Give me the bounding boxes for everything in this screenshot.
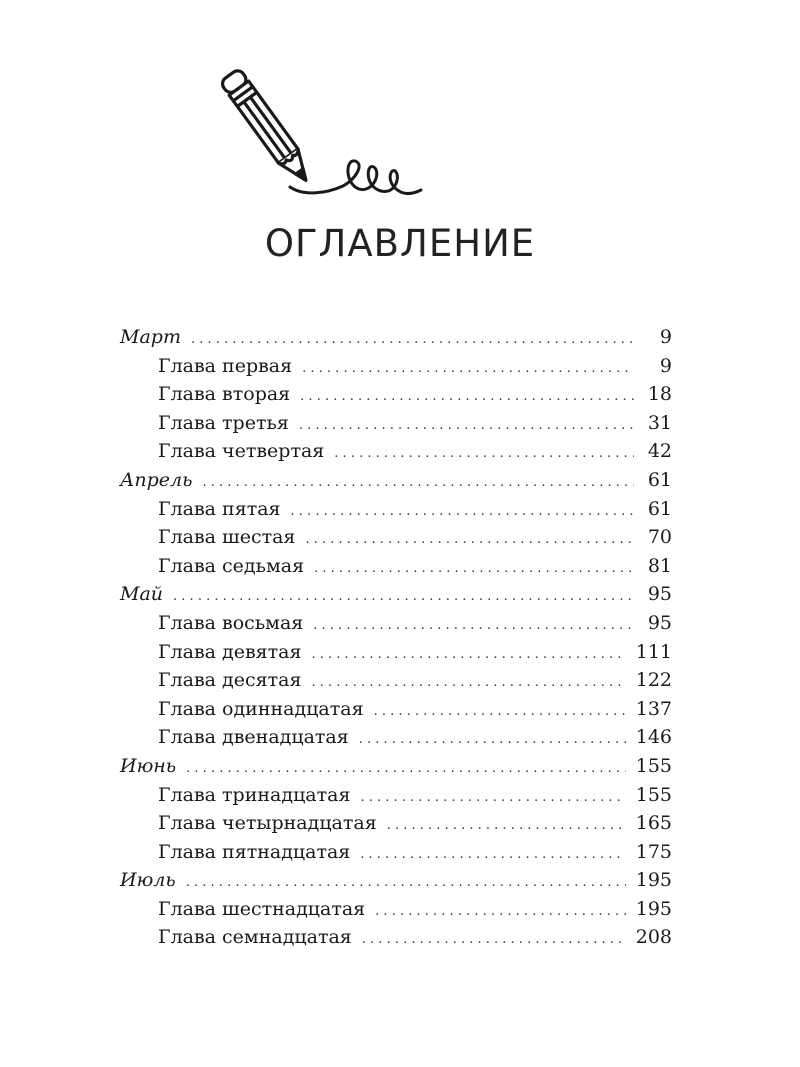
toc-entry-title: Глава третья [158,411,289,434]
toc-section-entry[interactable] [120,752,672,781]
toc-entry-title: Март [120,326,181,348]
toc-entry-title: Глава вторая [158,383,291,406]
toc-section-entry[interactable] [120,866,672,895]
toc-dot-leader [173,583,634,612]
toc-dot-leader [186,755,626,784]
pencil-icon [195,60,445,220]
toc-dot-leader [299,412,634,441]
toc-entry-title: Глава восьмая [158,611,304,634]
toc-entry-title: Глава пятнадцатая [158,840,351,863]
toc-entry-title: Июнь [120,754,177,777]
toc-dot-leader [312,641,626,670]
toc-chapter-entry[interactable] [120,723,672,752]
toc-entry-page-number: 155 [635,754,672,777]
toc-chapter-entry[interactable] [120,552,672,581]
toc-dot-leader [311,669,625,698]
toc-entry-page-number: 61 [647,468,672,491]
toc-dot-leader [360,784,625,813]
toc-chapter-entry[interactable] [120,523,672,552]
toc-section-entry[interactable] [120,580,672,609]
toc-dot-leader [314,555,634,584]
toc-entry-page-number: 9 [659,326,672,348]
toc-entry-title: Глава двенадцатая [158,726,349,749]
toc-entry-title: Май [120,583,164,606]
toc-entry-page-number: 31 [647,411,672,434]
toc-chapter-entry[interactable] [120,437,672,466]
toc-entry-title: Глава тринадцатая [158,783,351,806]
toc-dot-leader [300,383,634,412]
toc-dot-leader [360,841,625,870]
toc-section-entry[interactable] [120,466,672,495]
toc-dot-leader [186,869,626,898]
toc-entry-title: Глава семнадцатая [158,926,352,949]
toc-entry-page-number: 175 [635,840,672,863]
page-title: ОГЛАВЛЕНИЕ [264,222,536,265]
toc-entry-title: Глава шестая [158,526,296,549]
toc-dot-leader [305,526,634,555]
toc-dot-leader [313,612,634,641]
toc-entry-page-number: 165 [635,812,672,835]
toc-entry-page-number: 111 [635,640,672,663]
toc-entry-page-number: 18 [647,383,672,406]
toc-entry-title: Глава пятая [158,497,281,520]
toc-chapter-entry[interactable] [120,352,672,381]
toc-chapter-entry[interactable] [120,695,672,724]
toc-entry-page-number: 155 [635,783,672,806]
toc-entry-title: Глава одиннадцатая [158,697,364,720]
toc-entry-title: Глава седьмая [158,554,305,577]
toc-entry-page-number: 9 [659,354,672,377]
toc-dot-leader [387,812,626,841]
toc-entry-title: Глава девятая [158,640,302,663]
toc-entry-page-number: 61 [647,497,672,520]
table-of-contents [120,323,672,952]
toc-entry-page-number: 195 [635,897,672,920]
toc-chapter-entry[interactable] [120,495,672,524]
toc-entry-page-number: 122 [635,669,672,692]
toc-entry-title: Апрель [120,468,193,491]
toc-chapter-entry[interactable] [120,666,672,695]
toc-entry-title: Глава первая [158,354,293,377]
toc-dot-leader [202,469,634,498]
toc-entry-page-number: 195 [635,869,672,892]
toc-chapter-entry[interactable] [120,923,672,952]
toc-dot-leader [375,898,626,927]
toc-chapter-entry[interactable] [120,809,672,838]
toc-entry-title: Глава четырнадцатая [158,812,377,835]
toc-chapter-entry[interactable] [120,380,672,409]
toc-section-entry[interactable] [120,323,672,352]
toc-entry-page-number: 208 [635,926,672,949]
toc-chapter-entry[interactable] [120,409,672,438]
toc-entry-title: Глава четвертая [158,440,325,463]
toc-entry-page-number: 95 [647,583,672,606]
toc-dot-leader [362,926,626,955]
toc-entry-page-number: 137 [635,697,672,720]
toc-dot-leader [359,726,626,755]
toc-entry-page-number: 42 [647,440,672,463]
toc-entry-page-number: 95 [647,611,672,634]
toc-dot-leader [334,440,634,469]
toc-entry-page-number: 81 [647,554,672,577]
toc-chapter-entry[interactable] [120,838,672,867]
toc-entry-title: Июль [120,869,176,892]
toc-entry-page-number: 146 [635,726,672,749]
toc-dot-leader [302,355,634,384]
toc-chapter-entry[interactable] [120,609,672,638]
toc-dot-leader [291,498,634,527]
toc-entry-title: Глава шестнадцатая [158,897,366,920]
toc-chapter-entry[interactable] [120,781,672,810]
toc-entry-page-number: 70 [647,526,672,549]
toc-entry-title: Глава десятая [158,669,302,692]
toc-dot-leader [191,326,634,355]
toc-dot-leader [374,698,626,727]
toc-chapter-entry[interactable] [120,638,672,667]
toc-chapter-entry[interactable] [120,895,672,924]
